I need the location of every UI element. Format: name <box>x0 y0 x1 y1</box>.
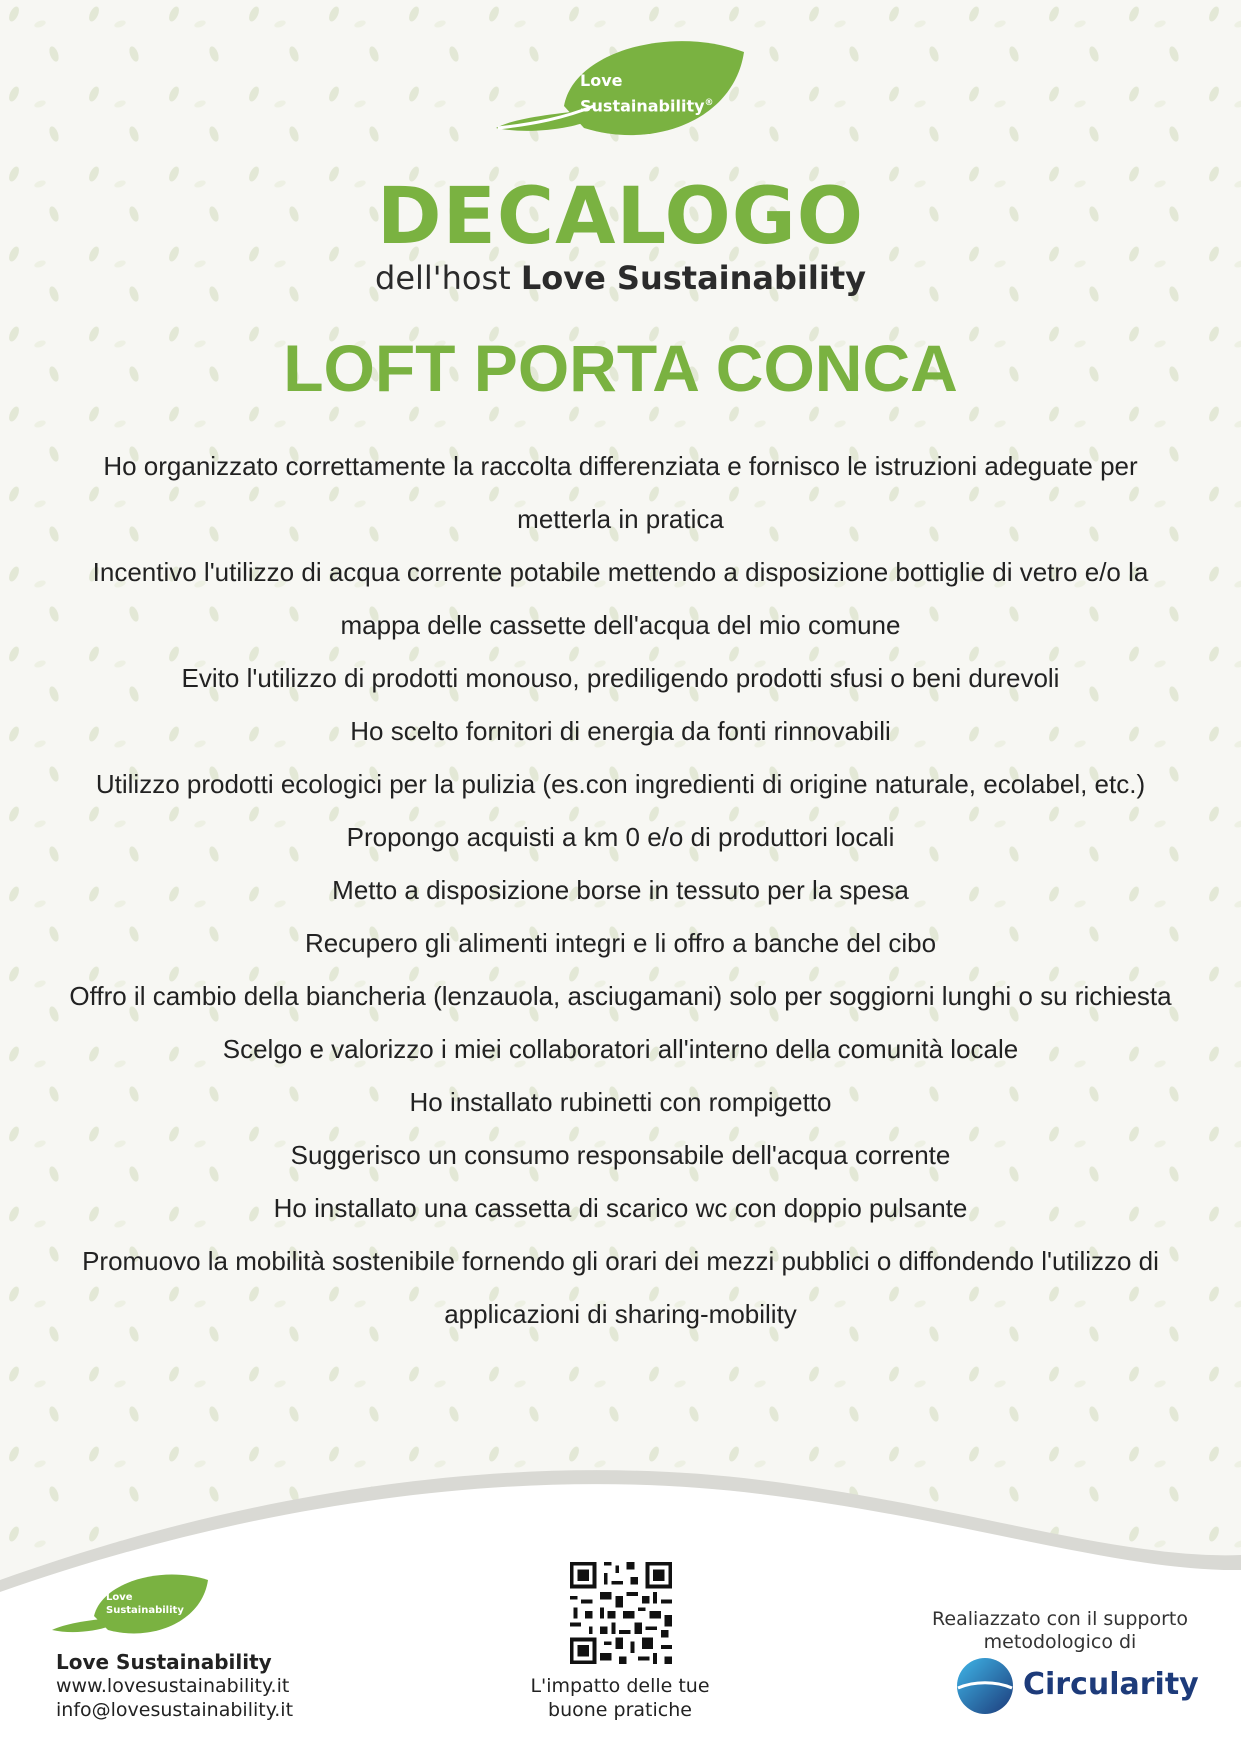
rule-item: Metto a disposizione borse in tessuto per la spesa <box>332 875 909 905</box>
page-subtitle <box>0 258 1241 298</box>
rule-item: Recupero gli alimenti integri e li offro a banche del cibo <box>304 928 937 958</box>
rule-item: Ho organizzato correttamente la raccolta differenziata e fornisco le istruzioni adeguate per metterla in pratica <box>103 451 1138 534</box>
rule-item: Utilizzo prodotti ecologici per la pulizia (es.con ingredienti di origine naturale, ecolabel, etc.) <box>95 769 1146 799</box>
rules-list <box>55 440 1186 1341</box>
rule-item: Scelgo e valorizzo i miei collaboratori all'interno della comunità locale <box>222 1034 1019 1064</box>
qr-caption <box>500 1674 740 1722</box>
rule-item: Ho installato rubinetti con rompigetto <box>409 1087 832 1117</box>
circularity-logo-icon <box>956 1657 1014 1715</box>
page-title: DECALOGO <box>376 172 865 262</box>
logo-line-1: Love <box>580 71 623 90</box>
footer-logo-wordmark <box>106 1591 184 1617</box>
rule-item: Suggerisco un consumo responsabile dell'acqua corrente <box>290 1140 951 1170</box>
email-link[interactable]: info@lovesustainability.it <box>56 1699 294 1721</box>
qr-caption-line-1: L'impatto delle tue <box>530 1675 710 1697</box>
contact-block <box>56 1650 293 1722</box>
property-name: LOFT PORTA CONCA <box>283 331 958 405</box>
rule-item: Promuovo la mobilità sostenibile fornendo gli orari dei mezzi pubblici o diffondendo l'utilizzo di applicazioni di sharing-mobility <box>82 1246 1159 1329</box>
rule-item: Evito l'utilizzo di prodotti monouso, prediligendo prodotti sfusi o beni durevoli <box>181 663 1060 693</box>
logo-line-2: Sustainability® <box>580 96 714 116</box>
support-credit <box>900 1608 1220 1654</box>
qr-code[interactable] <box>566 1558 676 1668</box>
partner-name: Circularity <box>1023 1667 1199 1702</box>
subtitle-brand: Love Sustainability <box>520 259 866 297</box>
footer-logo-line-2: Sustainability <box>106 1605 184 1616</box>
rule-item: Ho installato una cassetta di scarico wc con doppio pulsante <box>273 1193 968 1223</box>
rule-item: Incentivo l'utilizzo di acqua corrente potabile mettendo a disposizione bottiglie di vetro e/o la mappa delle cassette dell'acqua del mio comune <box>92 557 1149 640</box>
qr-caption-line-2: buone pratiche <box>548 1699 692 1721</box>
support-line-1: Realiazzato con il supporto <box>932 1608 1188 1630</box>
rule-item: Offro il cambio della biancheria (lenzauola, asciugamani) solo per soggiorni lunghi o su richiesta <box>69 981 1172 1011</box>
support-line-2: metodologico di <box>983 1631 1137 1653</box>
rule-item: Propongo acquisti a km 0 e/o di produttori locali <box>346 822 895 852</box>
website-link[interactable]: www.lovesustainability.it <box>56 1675 290 1697</box>
rule-item: Ho scelto fornitori di energia da fonti rinnovabili <box>350 716 891 746</box>
subtitle-prefix: dell'host <box>375 259 511 297</box>
footer-brand: Love Sustainability <box>56 1650 272 1674</box>
logo-wordmark <box>580 70 714 117</box>
footer-logo-line-1: Love <box>106 1592 133 1603</box>
